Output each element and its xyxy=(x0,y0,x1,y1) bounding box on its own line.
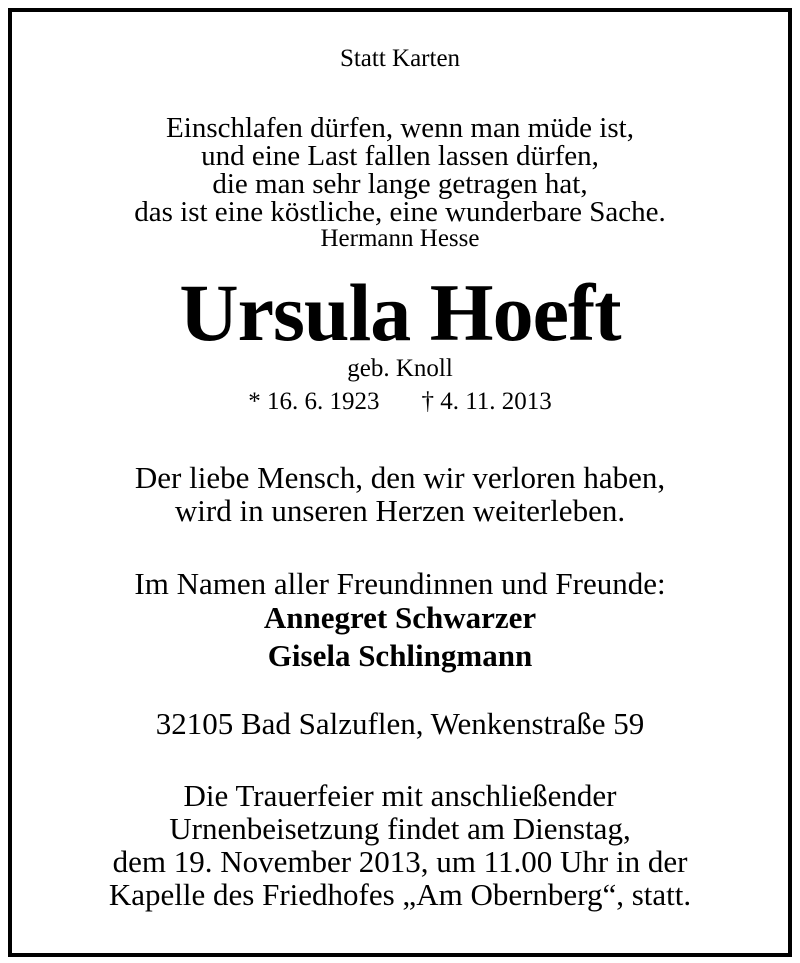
mourner-name-2: Gisela Schlingmann xyxy=(267,638,533,673)
ceremony-line-2: Urnenbeisetzung findet am Dienstag, xyxy=(169,811,631,846)
poem-line-3: die man sehr lange getragen hat, xyxy=(212,168,588,200)
saying-line-1: Der liebe Mensch, den wir verloren haben, xyxy=(134,460,666,495)
poem-line-1: Einschlafen dürfen, wenn man müde ist, xyxy=(166,112,634,144)
deceased-name: Ursula Hoeft xyxy=(179,267,621,358)
birth-name: geb. Knoll xyxy=(347,355,453,382)
poem-line-2: und eine Last fallen lassen dürfen, xyxy=(201,140,599,172)
mourners-intro: Im Namen aller Freundinnen und Freunde: xyxy=(134,566,666,601)
poem-line-4: das ist eine köstliche, eine wunderbare Sache. xyxy=(134,196,666,228)
life-dates xyxy=(0,389,800,414)
ceremony-line-4: Kapelle des Friedhofes „Am Obernberg“, statt. xyxy=(108,877,692,912)
header-text: Statt Karten xyxy=(339,45,461,72)
birth-date: * 16. 6. 1923 xyxy=(248,388,380,415)
ceremony-line-3: dem 19. November 2013, um 11.00 Uhr in der xyxy=(112,844,688,879)
mourner-name-1: Annegret Schwarzer xyxy=(263,600,537,635)
death-date: † 4. 11. 2013 xyxy=(421,388,552,415)
ceremony-line-1: Die Trauerfeier mit anschließender xyxy=(183,778,617,813)
address-text: 32105 Bad Salzuflen, Wenkenstraße 59 xyxy=(155,706,645,741)
saying-line-2: wird in unseren Herzen weiterleben. xyxy=(174,493,626,528)
poem-author: Hermann Hesse xyxy=(320,225,480,252)
